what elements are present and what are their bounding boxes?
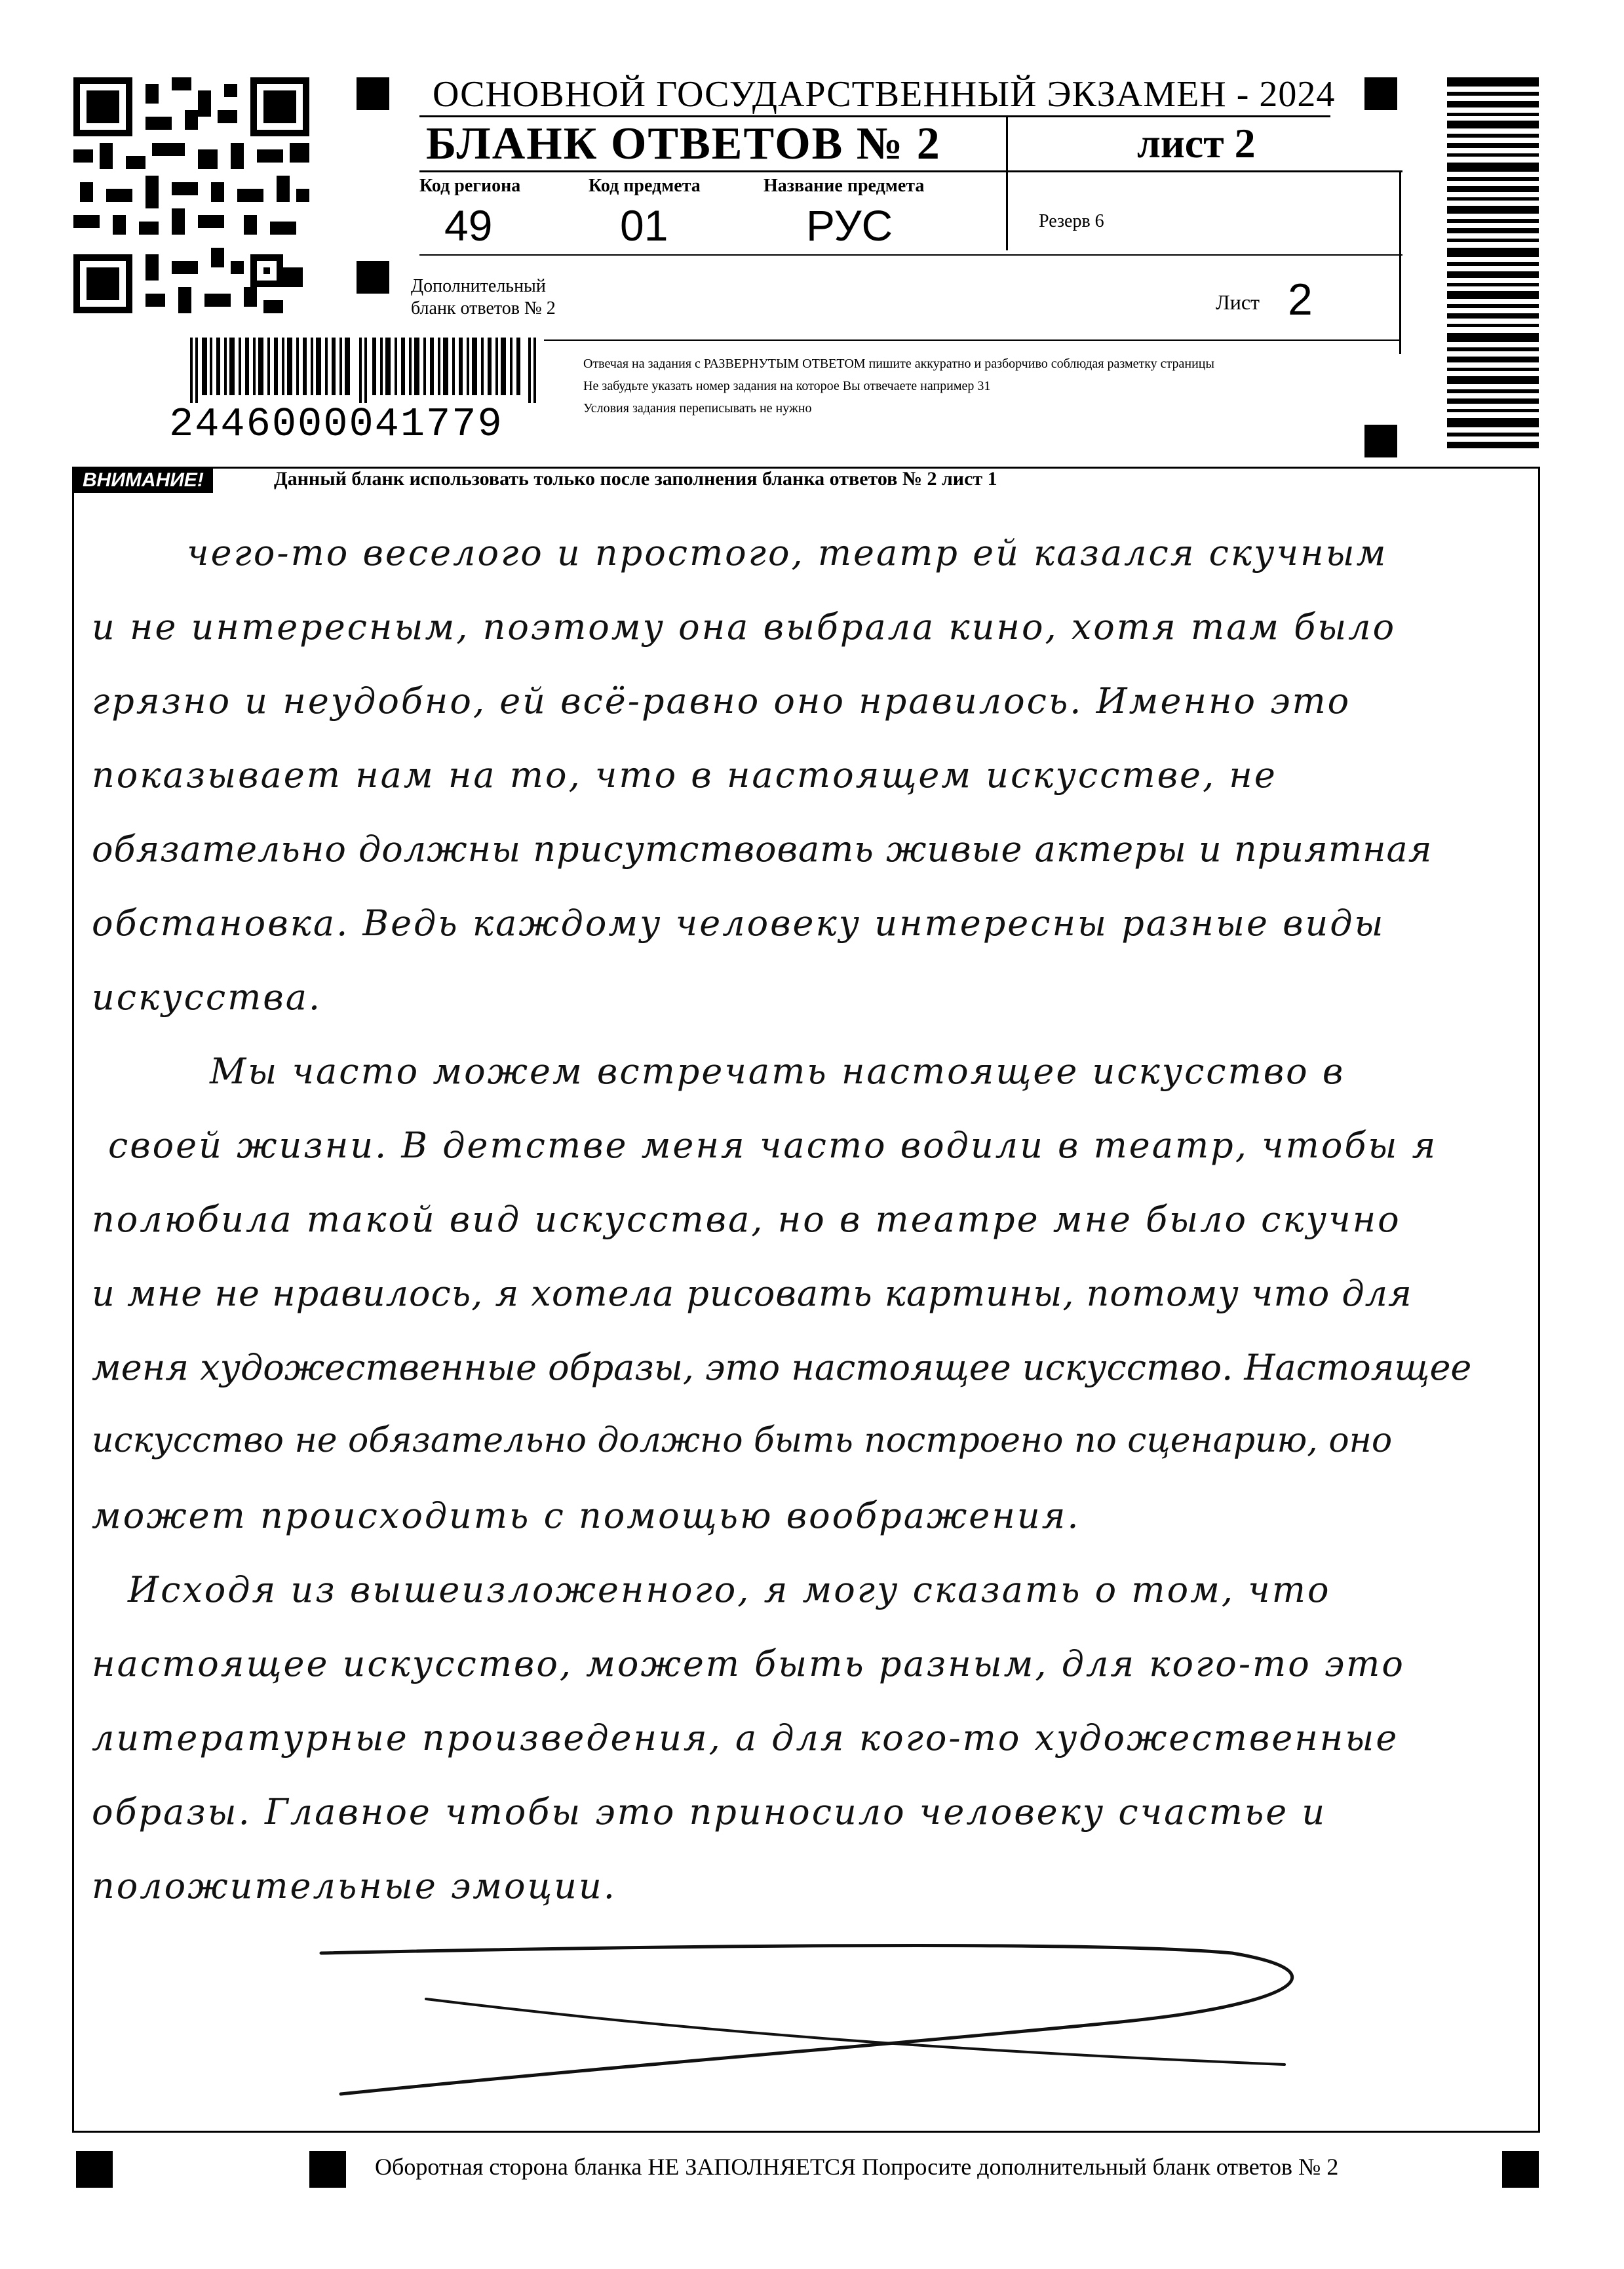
registration-mark — [76, 2151, 113, 2188]
form-title: БЛАНК ОТВЕТОВ № 2 — [426, 119, 941, 169]
handwritten-line: показывает нам на то, что в настоящем искусстве, не — [92, 754, 1277, 796]
registration-mark — [1502, 2151, 1539, 2188]
subject-name-label: Название предмета — [764, 176, 925, 196]
barcode-number: 2446000041779 — [169, 401, 503, 448]
registration-mark — [309, 2151, 346, 2188]
strikeout-mark — [301, 1933, 1324, 2104]
registration-mark — [1364, 425, 1397, 457]
handwritten-line: искусство не обязательно должно быть построено по сценарию, оно — [92, 1421, 1393, 1460]
handwritten-line: чего-то веселого и простого, театр ей казался скучным — [187, 532, 1388, 573]
instructions — [583, 353, 1214, 419]
sheet-title: лист 2 — [1137, 120, 1256, 166]
subject-code-label: Код предмета — [589, 176, 701, 196]
handwritten-line: своей жизни. В детстве меня часто водили в театр, чтобы я — [108, 1125, 1438, 1166]
divider — [544, 339, 1400, 341]
handwritten-line: полюбила такой вид искусства, но в театре мне было скучно — [92, 1199, 1401, 1240]
list-label: Лист — [1216, 290, 1260, 314]
side-barcode — [1447, 77, 1539, 451]
list-number: 2 — [1288, 275, 1313, 324]
handwritten-line: Исходя из вышеизложенного, я могу сказать о том, что — [128, 1569, 1331, 1610]
linear-barcode — [190, 338, 544, 403]
handwritten-line: обстановка. Ведь каждому человеку интересны разные виды — [92, 902, 1385, 944]
attention-badge: ВНИМАНИЕ! — [73, 468, 213, 493]
region-value: 49 — [444, 201, 493, 250]
handwritten-line: литературные произведения, а для кого-то художественные — [92, 1717, 1399, 1758]
handwritten-line: искусства. — [92, 977, 322, 1018]
instruction-line: Не забудьте указать номер задания на которое Вы отвечаете например 31 — [583, 379, 991, 393]
qr-code — [73, 77, 309, 313]
instruction-line: Отвечая на задания с РАЗВЕРНУТЫМ ОТВЕТОМ пишите аккуратно и разборчиво соблюдая разметку страницы — [583, 357, 1214, 371]
handwritten-line: Мы часто можем встречать настоящее искусство в — [210, 1051, 1345, 1092]
handwritten-line: обязательно должны присутствовать живые актеры и приятная — [92, 828, 1433, 870]
additional-label-line: Дополнительный — [411, 276, 546, 296]
handwritten-line: настоящее искусство, может быть разным, для кого-то это — [92, 1643, 1405, 1684]
handwritten-line: грязно и неудобно, ей всё-равно оно нравилось. Именно это — [92, 680, 1351, 722]
divider — [419, 254, 1402, 256]
registration-mark — [1364, 77, 1397, 110]
footer-note: Оборотная сторона бланка НЕ ЗАПОЛНЯЕТСЯ Попросите дополнительный бланк ответов № 2 — [375, 2154, 1339, 2180]
handwritten-line: и не интересным, поэтому она выбрала кино, хотя там было — [92, 606, 1397, 648]
exam-title: ОСНОВНОЙ ГОСУДАРСТВЕННЫЙ ЭКЗАМЕН - 2024 — [433, 74, 1336, 115]
divider — [1399, 170, 1401, 354]
handwritten-line: может происходить с помощью воображения. — [92, 1495, 1081, 1536]
divider — [1006, 115, 1008, 250]
handwritten-line: образы. Главное чтобы это приносило человеку счастье и — [92, 1791, 1327, 1833]
subject-code-value: 01 — [620, 201, 668, 250]
divider — [419, 170, 1402, 172]
attention-text: Данный бланк использовать только после заполнения бланка ответов № 2 лист 1 — [274, 468, 997, 490]
region-label: Код региона — [419, 176, 521, 196]
reserve-field: Резерв 6 — [1039, 211, 1104, 231]
additional-form-label — [411, 275, 556, 320]
handwritten-line: меня художественные образы, это настоящее искусство. Настоящее — [92, 1347, 1472, 1388]
handwritten-line: и мне не нравилось, я хотела рисовать картины, потому что для — [92, 1273, 1412, 1314]
instruction-line: Условия задания переписывать не нужно — [583, 401, 812, 416]
registration-mark — [357, 77, 389, 110]
registration-mark — [357, 261, 389, 294]
divider — [419, 115, 1330, 117]
subject-name-value: РУС — [806, 201, 893, 250]
handwritten-line: положительные эмоции. — [92, 1865, 617, 1907]
additional-label-line: бланк ответов № 2 — [411, 298, 556, 319]
